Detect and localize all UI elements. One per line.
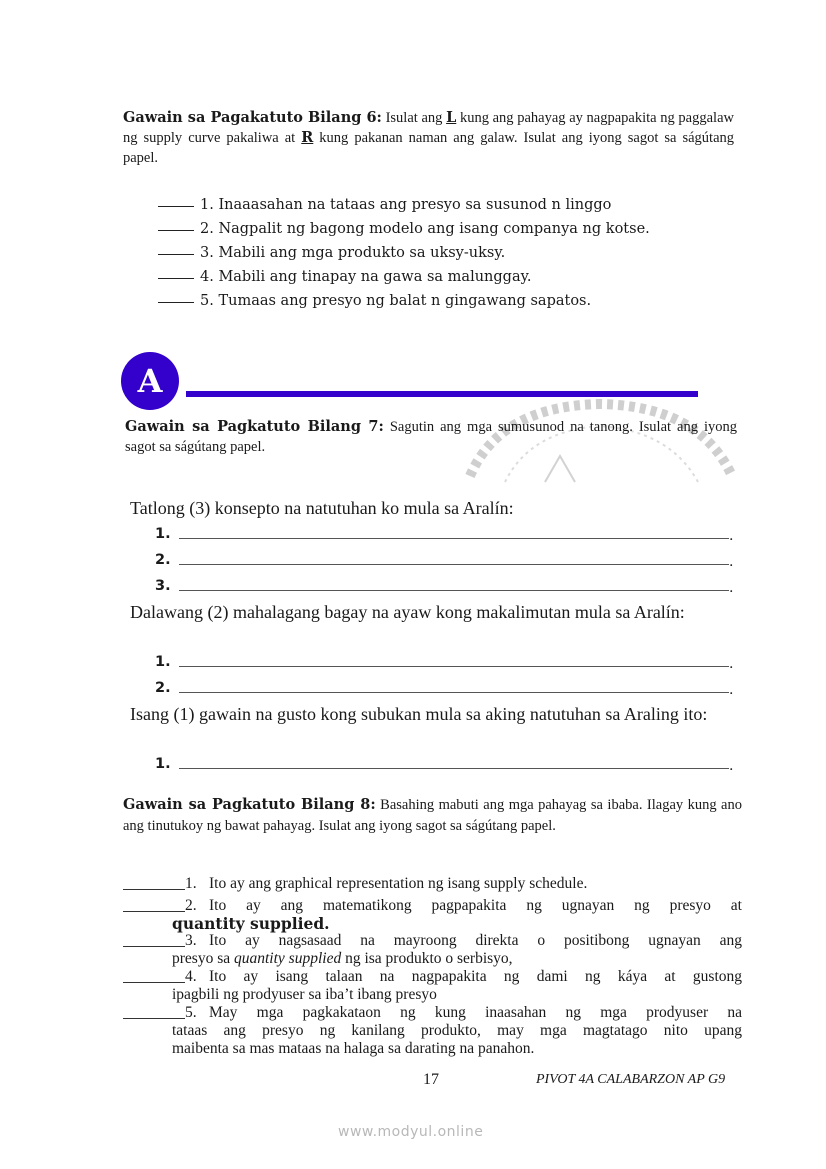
list-item: 4. Ito ay isang talaan na nagpapakita ng dami ng káya at gustong ipagbili ng prodyuser sa iba’t ibang presyo xyxy=(123,968,742,1004)
reflection-prompt-1: Tatlong (3) konsepto na natutuhan ko mula sa Aralín: xyxy=(130,498,514,518)
activity8-title: Gawain sa Pagkatuto Bilang 8: xyxy=(123,796,376,813)
answer-line[interactable] xyxy=(179,590,729,591)
answer-row: 3. . xyxy=(155,578,734,596)
answer-blank[interactable] xyxy=(158,278,194,279)
activity7-instructions: Gawain sa Pagkatuto Bilang 7: Sagutin ang mga sumusunod na tanong. Isulat ang iyong sagot sa ságútang papel. xyxy=(125,418,737,455)
answer-blank[interactable] xyxy=(123,932,185,947)
activity6-instructions: Gawain sa Pagakatuto Bilang 6: Isulat ang L kung ang pahayag ay nagpapakita ng paggalaw ng supply curve pakaliwa at R kung pakanan naman ang galaw. Isulat ang iyong sagot sa ságútang papel. xyxy=(123,109,735,166)
answer-blank[interactable] xyxy=(158,206,194,207)
answer-row: 1. . xyxy=(155,654,734,672)
answer-line[interactable] xyxy=(179,692,729,693)
answer-line[interactable] xyxy=(179,666,729,667)
list-item: 4. Mabili ang tinapay na gawa sa malunggay. xyxy=(158,266,650,290)
answer-line[interactable] xyxy=(179,768,729,769)
answer-row: 1. . xyxy=(155,756,734,774)
answer-row: 2. . xyxy=(155,680,734,698)
activity7-title: Gawain sa Pagkatuto Bilang 7: xyxy=(125,418,384,435)
letter-r: R xyxy=(301,129,314,146)
answer-line[interactable] xyxy=(179,538,729,539)
activity6-list xyxy=(158,194,650,314)
answer-blank[interactable] xyxy=(123,1004,185,1019)
list-item: 5. May mga pagkakataon ng kung inaasahan ng mga prodyuser na tataas ang presyo ng kanilang produkto, may mga magtatago nito upang maibenta sa mas mataas na halaga sa darating na panahon. xyxy=(123,1004,742,1058)
list-item: 2. Ito ay ang matematikong pagpapakita ng ugnayan ng presyo at quantity supplied. xyxy=(123,897,742,934)
list-item: 1. Ito ay ang graphical representation ng isang supply schedule. xyxy=(123,875,742,893)
reflection-prompt-2: Dalawang (2) mahalagang bagay na ayaw kong makalimutan mula sa Aralín: xyxy=(130,602,685,622)
list-item: 3. Mabili ang mga produkto sa uksy-uksy. xyxy=(158,242,650,266)
activity8-instructions: Gawain sa Pagkatuto Bilang 8: Basahing mabuti ang mga pahayag sa ibaba. Ilagay kung ano ang tinutukoy ng bawat pahayag. Isulat ang iyong sagot sa ságútang papel. xyxy=(123,796,742,834)
list-item: 1. Inaaasahan na tataas ang presyo sa susunod n linggo xyxy=(158,194,650,218)
answer-blank[interactable] xyxy=(123,897,185,912)
list-item: 2. Nagpalit ng bagong modelo ang isang companya ng kotse. xyxy=(158,218,650,242)
website-watermark: www.modyul.online xyxy=(338,1124,484,1140)
reflection-prompt-3: Isang (1) gawain na gusto kong subukan mula sa aking natutuhan sa Araling ito: xyxy=(130,704,708,724)
answer-row: 1. . xyxy=(155,526,734,544)
list-item: 5. Tumaas ang presyo ng balat n gingawang sapatos. xyxy=(158,290,650,314)
footer-title: PIVOT 4A CALABARZON AP G9 xyxy=(536,1072,726,1087)
page-number: 17 xyxy=(423,1071,439,1088)
answer-blank[interactable] xyxy=(158,254,194,255)
list-item: 3. Ito ay nagsasaad na mayroong direkta o positibong ugnayan ang presyo sa quantity supplied ng isa produkto o serbisyo, xyxy=(123,932,742,968)
activity6-title: Gawain sa Pagakatuto Bilang 6: xyxy=(123,109,382,126)
answer-row: 2. . xyxy=(155,552,734,570)
answer-blank[interactable] xyxy=(123,875,185,890)
letter-l: L xyxy=(446,109,457,126)
section-badge-a: A xyxy=(121,352,179,410)
answer-blank[interactable] xyxy=(158,302,194,303)
answer-blank[interactable] xyxy=(123,968,185,983)
answer-blank[interactable] xyxy=(158,230,194,231)
answer-line[interactable] xyxy=(179,564,729,565)
